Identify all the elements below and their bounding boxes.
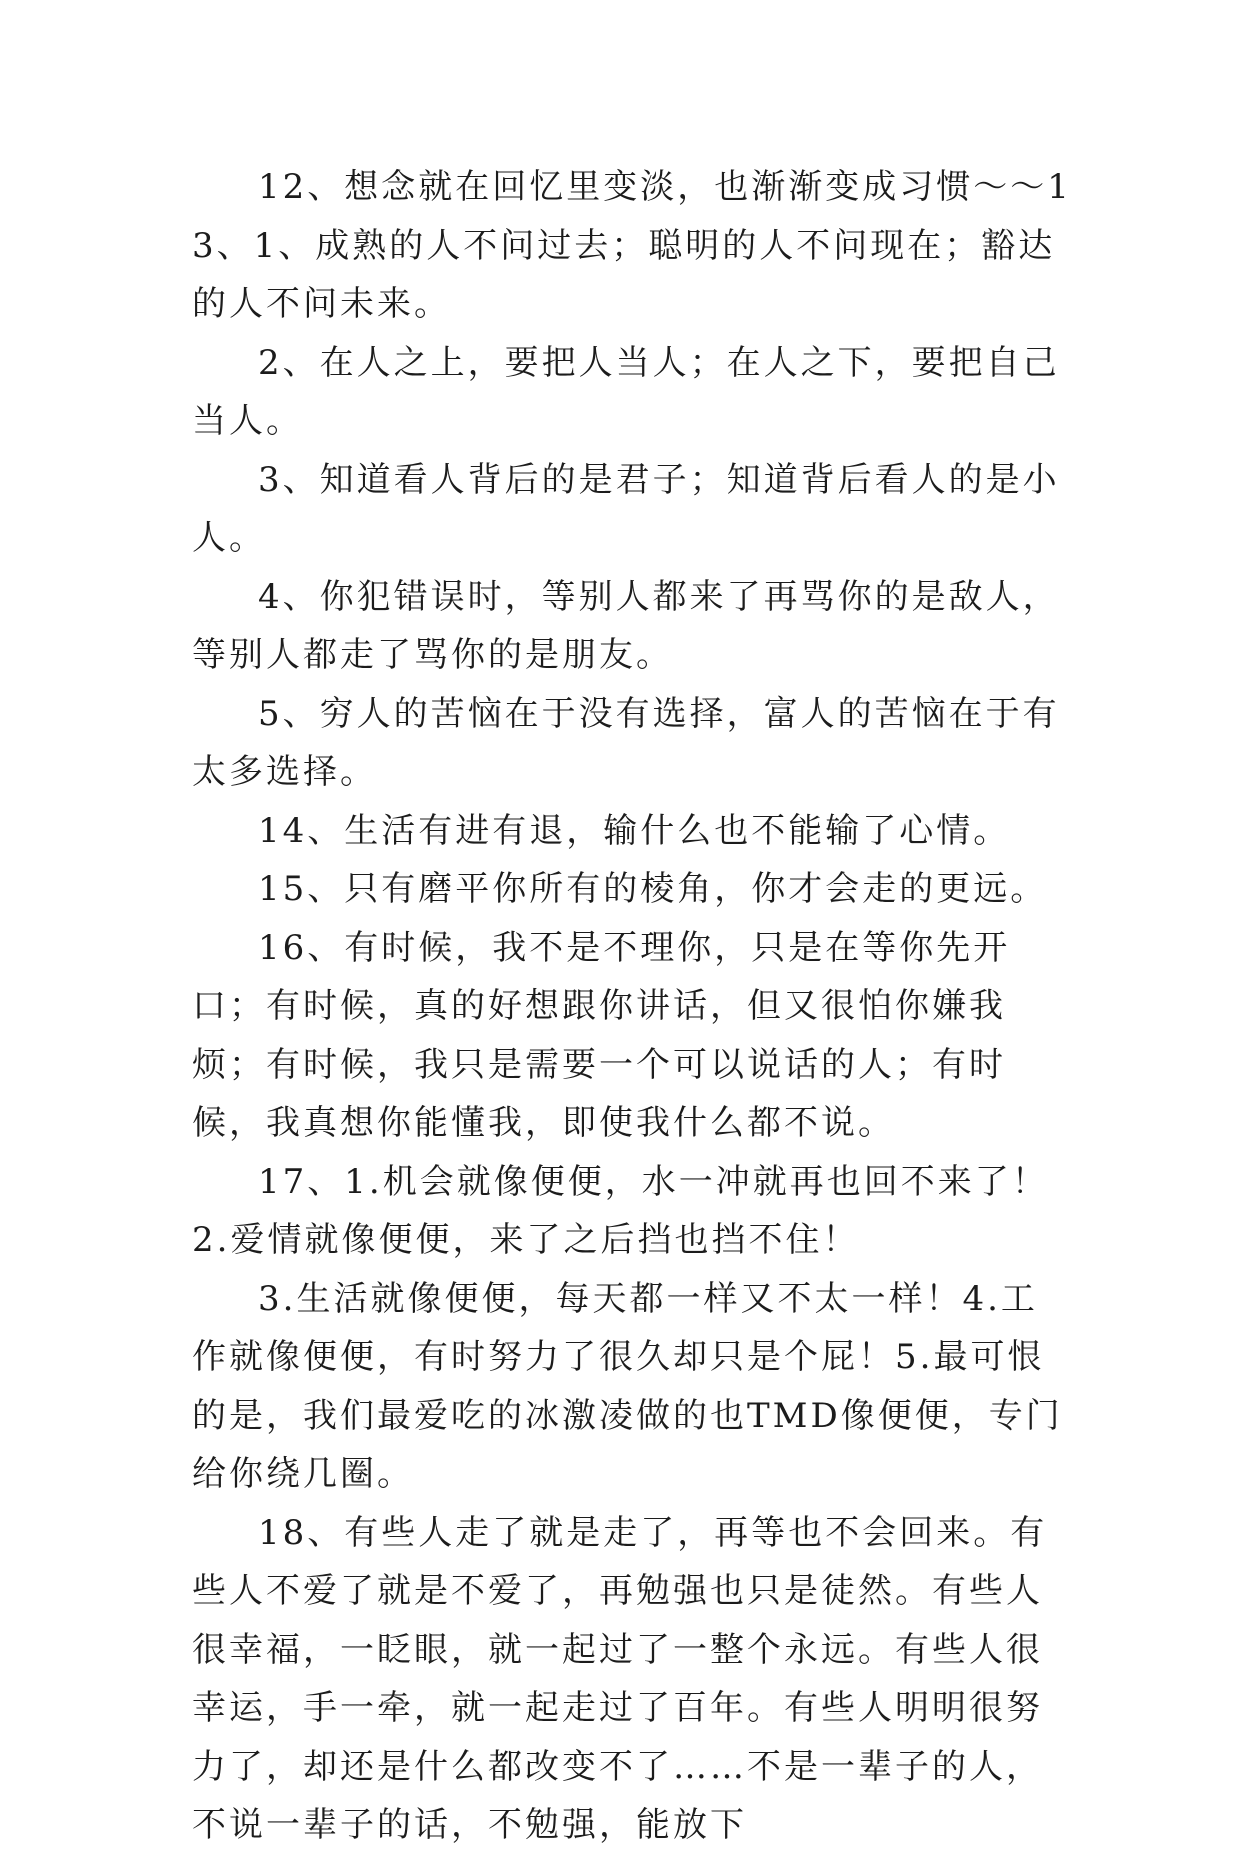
paragraph-5: 5、穷人的苦恼在于没有选择，富人的苦恼在于有太多选择。 (192, 693, 1060, 792)
paragraph-12-13: 12、想念就在回忆里变淡，也渐渐变成习惯～～13、1、成熟的人不问过去；聪明的人不问现在；豁达的人不问未来。 (192, 167, 1072, 324)
paragraph-17-continued: 3.生活就像便便，每天都一样又不太一样！4.工作就像便便，有时努力了很久却只是个屁！5.最可恨的是，我们最爱吃的冰激凌做的也TMD像便便，专门给你绕几圈。 (192, 1278, 1063, 1494)
paragraph-15: 15、只有磨平你所有的棱角，你才会走的更远。 (258, 869, 1048, 909)
paragraph-2: 2、在人之上，要把人当人；在人之下，要把自己当人。 (192, 342, 1060, 441)
paragraph-17: 17、1.机会就像便便，水一冲就再也回不来了！2.爱情就像便便，来了之后挡也挡不住！ (192, 1161, 1049, 1260)
paragraph-16: 16、有时候，我不是不理你，只是在等你先开口；有时候，真的好想跟你讲话，但又很怕你嫌我烦；有时候，我只是需要一个可以说话的人；有时候，我真想你能懂我，即使我什么都不说。 (192, 927, 1011, 1143)
paragraph-14: 14、生活有进有退，输什么也不能输了心情。 (258, 810, 1011, 851)
document-body (192, 158, 1072, 1855)
paragraph-18: 18、有些人走了就是走了，再等也不会回来。有些人不爱了就是不爱了，再勉强也只是徒然。有些人很幸福，一眨眼，就一起过了一整个永远。有些人很幸运，手一牵，就一起走过了百年。有些人明明很努力了，却还是什么都改变不了……不是一辈子的人，不说一辈子的话，不勉强，能放下 (192, 1512, 1048, 1845)
paragraph-4: 4、你犯错误时，等别人都来了再骂你的是敌人，等别人都走了骂你的是朋友。 (192, 576, 1060, 675)
paragraph-3: 3、知道看人背后的是君子；知道背后看人的是小人。 (192, 459, 1060, 558)
